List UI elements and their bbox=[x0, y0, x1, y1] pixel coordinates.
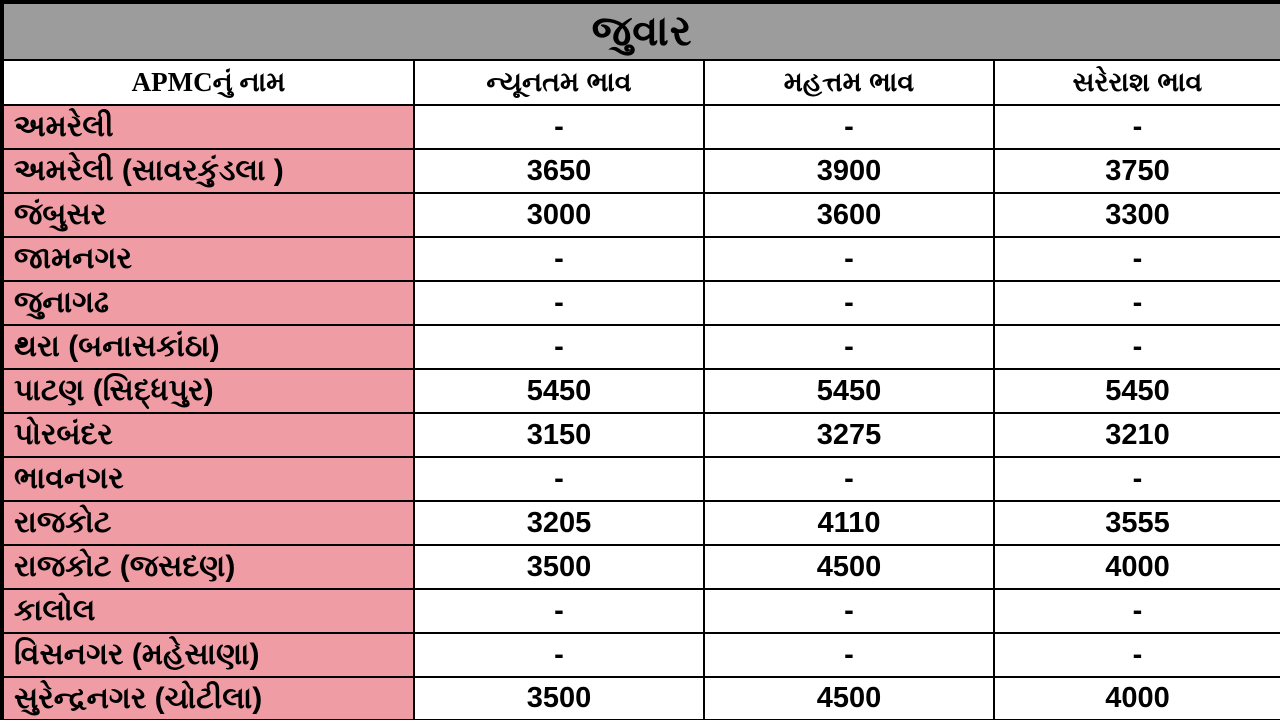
table-row bbox=[2, 325, 1280, 369]
max-price-cell: 4500 bbox=[704, 545, 994, 589]
apmc-name-cell: પોરબંદર bbox=[2, 413, 414, 457]
max-price-cell: 5450 bbox=[704, 369, 994, 413]
column-header-max-price: મહત્તમ ભાવ bbox=[704, 60, 994, 105]
max-price-cell: - bbox=[704, 281, 994, 325]
max-price-cell: - bbox=[704, 633, 994, 677]
commodity-title: જુવાર bbox=[2, 2, 1280, 60]
min-price-cell: - bbox=[414, 325, 704, 369]
min-price-cell: - bbox=[414, 237, 704, 281]
apmc-name-cell: સુરેન્દ્રનગર (ચોટીલા) bbox=[2, 677, 414, 720]
table-row bbox=[2, 237, 1280, 281]
column-header-apmc-name: APMCનું નામ bbox=[2, 60, 414, 105]
table-row bbox=[2, 105, 1280, 149]
apmc-name-cell: અમરેલી bbox=[2, 105, 414, 149]
avg-price-cell: - bbox=[994, 281, 1280, 325]
apmc-name-cell: વિસનગર (મહેસાણા) bbox=[2, 633, 414, 677]
header-row bbox=[2, 60, 1280, 105]
max-price-cell: 3900 bbox=[704, 149, 994, 193]
avg-price-cell: - bbox=[994, 589, 1280, 633]
apmc-name-cell: જુનાગઢ bbox=[2, 281, 414, 325]
min-price-cell: 3000 bbox=[414, 193, 704, 237]
max-price-cell: - bbox=[704, 457, 994, 501]
avg-price-cell: - bbox=[994, 633, 1280, 677]
apmc-name-cell: કાલોલ bbox=[2, 589, 414, 633]
column-header-avg-price: સરેરાશ ભાવ bbox=[994, 60, 1280, 105]
max-price-cell: 4500 bbox=[704, 677, 994, 720]
min-price-cell: - bbox=[414, 105, 704, 149]
min-price-cell: - bbox=[414, 457, 704, 501]
avg-price-cell: 3750 bbox=[994, 149, 1280, 193]
avg-price-cell: 5450 bbox=[994, 369, 1280, 413]
avg-price-cell: 4000 bbox=[994, 545, 1280, 589]
avg-price-cell: - bbox=[994, 105, 1280, 149]
apmc-name-cell: ભાવનગર bbox=[2, 457, 414, 501]
table-row bbox=[2, 633, 1280, 677]
table-row bbox=[2, 369, 1280, 413]
table-row bbox=[2, 589, 1280, 633]
column-header-min-price: ન્યૂનતમ ભાવ bbox=[414, 60, 704, 105]
avg-price-cell: - bbox=[994, 237, 1280, 281]
max-price-cell: 3275 bbox=[704, 413, 994, 457]
avg-price-cell: 3300 bbox=[994, 193, 1280, 237]
table-row bbox=[2, 501, 1280, 545]
max-price-cell: - bbox=[704, 325, 994, 369]
table-row bbox=[2, 281, 1280, 325]
max-price-cell: - bbox=[704, 237, 994, 281]
table-row bbox=[2, 457, 1280, 501]
min-price-cell: 3150 bbox=[414, 413, 704, 457]
table-row bbox=[2, 149, 1280, 193]
apmc-name-cell: રાજકોટ (જસદણ) bbox=[2, 545, 414, 589]
table-row bbox=[2, 413, 1280, 457]
avg-price-cell: - bbox=[994, 457, 1280, 501]
table-row bbox=[2, 545, 1280, 589]
min-price-cell: 3650 bbox=[414, 149, 704, 193]
max-price-cell: - bbox=[704, 105, 994, 149]
avg-price-cell: 3210 bbox=[994, 413, 1280, 457]
max-price-cell: 3600 bbox=[704, 193, 994, 237]
apmc-name-cell: જંબુસર bbox=[2, 193, 414, 237]
apmc-name-cell: જામનગર bbox=[2, 237, 414, 281]
avg-price-cell: 3555 bbox=[994, 501, 1280, 545]
apmc-name-cell: રાજકોટ bbox=[2, 501, 414, 545]
apmc-name-cell: થરા (બનાસકાંઠા) bbox=[2, 325, 414, 369]
avg-price-cell: 4000 bbox=[994, 677, 1280, 720]
avg-price-cell: - bbox=[994, 325, 1280, 369]
min-price-cell: - bbox=[414, 281, 704, 325]
max-price-cell: - bbox=[704, 589, 994, 633]
apmc-name-cell: પાટણ (સિદ્ધપુર) bbox=[2, 369, 414, 413]
min-price-cell: - bbox=[414, 589, 704, 633]
min-price-cell: 3205 bbox=[414, 501, 704, 545]
apmc-name-cell: અમરેલી (સાવરકુંડલા ) bbox=[2, 149, 414, 193]
table-row bbox=[2, 677, 1280, 720]
max-price-cell: 4110 bbox=[704, 501, 994, 545]
min-price-cell: - bbox=[414, 633, 704, 677]
table-row bbox=[2, 193, 1280, 237]
min-price-cell: 5450 bbox=[414, 369, 704, 413]
min-price-cell: 3500 bbox=[414, 677, 704, 720]
title-row bbox=[2, 2, 1280, 60]
min-price-cell: 3500 bbox=[414, 545, 704, 589]
